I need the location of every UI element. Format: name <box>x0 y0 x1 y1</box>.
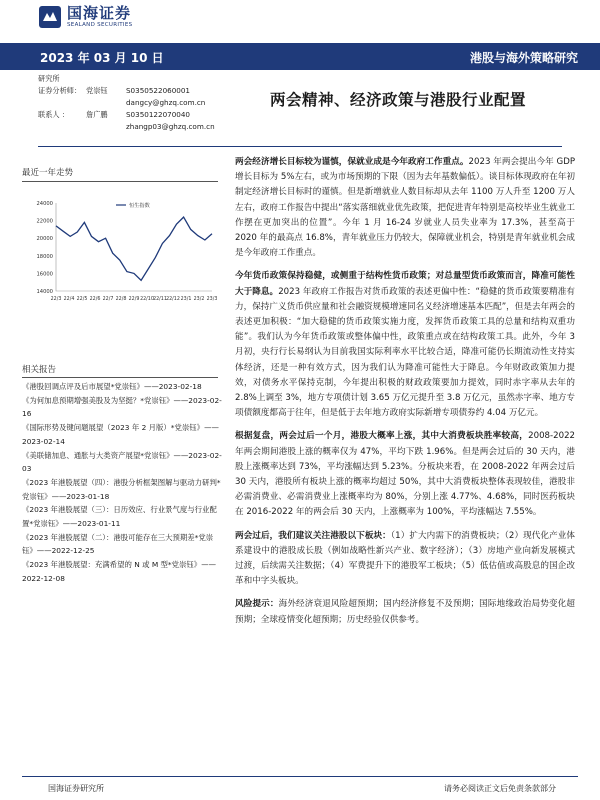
y-tick-label: 16000 <box>36 271 53 278</box>
report-body <box>235 155 575 636</box>
analyst-email[interactable]: dangcy@ghzq.com.cn <box>126 98 206 107</box>
paragraph-text: （1）扩大内需下的消费板块；（2）现代化产业体系建设中的港股成长股（例如战略性新兴产业、数字经济）；（3）房地产业向新发展模式过渡，后续需关注数据；（4）军费提升下的港股军工板块；（5）低估值或高股息的国企改革和中字头板块。 <box>235 530 575 587</box>
x-tick-labels <box>51 296 218 302</box>
x-tick-label: 23/1 <box>180 297 192 302</box>
analyst-name: 党崇钰 <box>86 86 108 95</box>
contact-email[interactable]: zhangp03@ghzq.com.cn <box>126 122 215 131</box>
y-tick-label: 14000 <box>36 289 53 295</box>
related-report-item[interactable]: 《2023 年港股展望（二）：港股可能存在三大预期差*党崇钰》——2022-12-25 <box>22 532 214 556</box>
x-tick-label: 22/12 <box>166 297 180 302</box>
meta-section: 研究所 <box>38 74 60 83</box>
analyst-id: S0350522060001 <box>126 86 191 95</box>
x-tick-label: 22/4 <box>63 297 75 302</box>
hsi-line-chart <box>26 195 216 307</box>
y-tick-labels <box>36 201 53 295</box>
x-tick-label: 22/7 <box>102 297 114 302</box>
paragraph-lead: 风险提示： <box>235 599 279 610</box>
y-tick-label: 18000 <box>36 253 53 260</box>
footer-disclaimer: 请务必阅读正文后免责条款部分 <box>444 784 556 793</box>
related-report-item[interactable]: 《港股回调点评及后市展望*党崇钰》——2023-02-18 <box>22 382 202 391</box>
y-tick-label: 22000 <box>36 218 53 225</box>
contact-id: S0350122070040 <box>126 110 191 119</box>
meta-analyst-row <box>38 86 190 96</box>
related-report-item[interactable]: 《国际形势及键问题展望（2023 年 2 月版）*党崇钰》——2023-02-14 <box>22 423 219 446</box>
related-report-item[interactable]: 《2023 年港股展望（四）：港股分析框架图解与驱动力研判*党崇钰》——2023-01-18 <box>22 477 221 501</box>
related-report-item[interactable]: 《为何加息预期增强美股及为坚挺？*党崇钰》——2023-02-16 <box>22 395 222 419</box>
related-reports-list <box>22 380 222 586</box>
series-line-hsi <box>56 217 212 280</box>
report-date: 2023 年 03 月 10 日 <box>40 51 164 65</box>
x-tick-label: 23/2 <box>193 297 205 302</box>
report-series: 港股与海外策略研究 <box>469 51 578 65</box>
x-tick-label: 23/3 <box>206 297 218 302</box>
reports-heading-rule <box>22 377 218 378</box>
x-tick-label: 22/5 <box>76 297 88 302</box>
reports-heading: 相关报告 <box>22 365 57 375</box>
analyst-label: 证券分析师： <box>38 86 82 95</box>
y-tick-label: 20000 <box>36 236 53 243</box>
header-banner <box>0 43 600 70</box>
x-tick-label: 22/11 <box>153 297 167 302</box>
trend-heading-rule <box>22 181 218 182</box>
logo-english-name: SEALAND SECURITIES <box>67 21 133 28</box>
footer-left: 国海证券研究所 <box>48 784 104 793</box>
body-paragraph <box>235 269 575 421</box>
paragraph-lead: 两会过后，我们建议关注港股以下板块： <box>235 530 391 541</box>
report-title: 两会精神、经济政策与港股行业配置 <box>270 91 527 109</box>
contact-name: 詹广鹏 <box>86 110 108 119</box>
company-logo <box>38 5 132 29</box>
related-report-item[interactable]: 《2023 年港股展望（三）：日历效应、行业景气度与行业配置*党崇钰》——2023-01-11 <box>22 505 217 529</box>
logo-chinese-name: 国海证券 <box>67 3 132 22</box>
x-tick-label: 22/6 <box>89 297 101 302</box>
footer-divider <box>22 776 578 777</box>
paragraph-lead: 两会经济增长目标较为谨慎，保就业成是今年政府工作重点。 <box>235 157 469 167</box>
contact-label: 联系人 ： <box>38 110 70 119</box>
x-tick-label: 22/8 <box>115 297 127 302</box>
x-tick-label: 22/3 <box>50 297 62 302</box>
paragraph-lead: 根据复盘，两会过后一个月，港股大概率上涨，其中大消费板块胜率较高， <box>235 431 529 442</box>
related-report-item[interactable]: 《美联储加息、通胀与大类资产展望*党崇钰》——2023-02-03 <box>22 450 222 474</box>
paragraph-text: 海外经济衰退风险超预期；国内经济修复不及预期；国际地缘政治局势变化超预期；全球疫情变化超预期；历史经验仅供参考。 <box>235 599 575 625</box>
chart-axis <box>56 203 212 291</box>
paragraph-lead: 今年货币政策保持稳健，或侧重于结构性货币政策；对总量型货币政策而言，降准可能性大于降息。 <box>235 271 575 297</box>
related-report-item[interactable]: 《2023 年港股展望：充满希望的 N 或 M 型*党崇钰》——2022-12-08 <box>22 560 216 583</box>
chart-legend <box>116 201 151 209</box>
body-paragraph <box>235 155 575 261</box>
meta-contact-row <box>38 110 190 120</box>
paragraph-text: 2023 年两会提出今年 GDP 增长目标为 5%左右，或为市场预期的下限（因为去年基数偏低）。谈目标体现政府在年初制定经济增长目标时的谨慎。但是新增就业人数目标却从去年 1100 万人升至 1200 万人左右，政府工作报告中提出“落实落细就业优先政策，把促进青年特别是高校毕业生就业工作摆在更加突出的位置”。今年 1 月 16-24 岁就业人员失业率为 17.3%，甚至高于 2020 年的最高点 16.8%，青年就业压力仍较大，保障就业机会，特别是青年就业机会成是今年政府工作重点。 <box>235 157 575 259</box>
trend-heading: 最近一年走势 <box>22 168 74 178</box>
body-paragraph <box>235 429 575 520</box>
logo-mark-icon <box>38 5 62 29</box>
y-tick-label: 24000 <box>36 201 53 207</box>
header-divider <box>38 146 562 147</box>
legend-label: 恒生指数 <box>129 203 150 209</box>
paragraph-text: 2008-2022 年两会期间港股上涨的概率仅为 47%，平均下跌 1.96%。但是两会过后的 30 天内，港股上涨概率达到 73%，平均涨幅达到 5.23%。分板块来看，在 2008-2022 年两会过后 30 天内，港股所有板块上涨的概率均超过 50%，其中大消费板块整体表现较佳，港股非必需消费业、必需消费业上涨概率均为 80%，分别上涨 4.77%、4.68%，同时医药板块在 2016-2022 年的两会后 30 天内，上涨概率为 100%，平均涨幅达 7.55%。 <box>235 431 575 518</box>
x-tick-label: 22/10 <box>140 297 154 302</box>
body-paragraph <box>235 529 575 590</box>
x-tick-label: 22/9 <box>128 297 140 302</box>
risk-paragraph <box>235 597 575 627</box>
paragraph-text: 2023 年政府工作报告对货币政策的表述更偏中性：“稳健的货币政策要精准有力，保持广义货币供应量和社会融资规模增速同名义经济增速基本匹配”，但是去年两会的表述更加积极：“加大稳健的货币政策实施力度，发挥货币政策工具的总量和结构双重功能”。我们认为今年货币政策或整体偏中性，政策重点或在结构政策工具。此外，今年 3 月初，央行行长易纲认为目前我国实际利率水平比较合适，降准可能仍长期流动性支持实体经济，还是一种有效方式，因为我们认为降准可能性大于降息。今年财政政策加力提效，对债务水平保持克制，今年提出积极的财政政策要加力提效，同时赤字率从去年的 2.8%上调至 3%，地方专项债计划 3.65 万亿元提升至 3.8 万亿元，虽然赤字率、地方专项债额度都高于往年，但是低于去年地方政府实际新增专项债券约 4.04 万亿元。 <box>235 286 575 419</box>
